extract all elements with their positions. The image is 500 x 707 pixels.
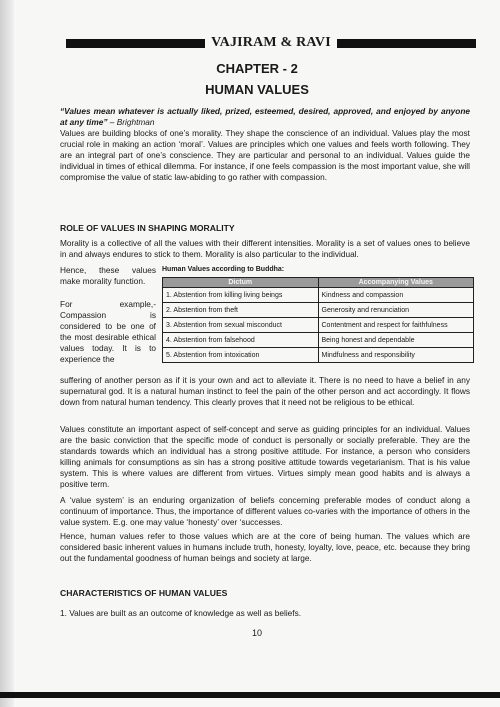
table-cell: Kindness and compassion — [318, 288, 474, 303]
table-row — [163, 333, 474, 348]
header-bar-left — [66, 39, 205, 48]
table-row — [163, 348, 474, 363]
value-system-paragraph: A ‘value system’ is an enduring organization of beliefs concerning preferable modes of conduct along a continuum of importance. Thus, the importance of different values co-varies with the importance of others in the value system. E.g. one may value ‘honesty’ over ‘successes. — [60, 495, 470, 527]
table-header-row — [163, 278, 474, 288]
epigraph — [60, 106, 470, 128]
table-cell: Mindfulness and responsibility — [318, 348, 474, 363]
document-page — [14, 0, 500, 707]
page-header — [66, 36, 476, 50]
epigraph-author: – Brightman — [107, 117, 155, 127]
section-heading-role: ROLE OF VALUES IN SHAPING MORALITY — [60, 223, 235, 233]
table-cell: Generosity and renunciation — [318, 303, 474, 318]
table-header-values: Accompanying Values — [318, 278, 474, 288]
table-row — [163, 318, 474, 333]
chapter-title: HUMAN VALUES — [205, 82, 309, 97]
intro-paragraph: Values are building blocks of one’s morality. They shape the conscience of an individual. Values play the most crucial role in making an action ‘moral’. Values are principles which one values and feels worth following. They are an integral part of one’s conscience. They are particular and personal to an individual. Values guide the individual in times of ethical dilemma. For instance, if one feels compassion is the most important value, she will compromise the value of static law-abiding to go rather with compassion. — [60, 128, 470, 182]
header-bar-right — [337, 39, 476, 48]
page-number: 10 — [251, 628, 262, 638]
table-cell: 1. Abstention from killing living beings — [163, 288, 319, 303]
section-heading-characteristics: CHARACTERISTICS OF HUMAN VALUES — [60, 588, 228, 598]
table-cell: Being honest and dependable — [318, 333, 474, 348]
header-title: VAJIRAM & RAVI — [211, 35, 331, 50]
book-spine — [0, 0, 14, 707]
buddha-values-table — [162, 277, 474, 363]
table-cell: 2. Abstention from theft — [163, 303, 319, 318]
table-row — [163, 288, 474, 303]
left-text-a: Hence, these values make morality function. — [60, 265, 156, 286]
table-cell: 3. Abstention from sexual misconduct — [163, 318, 319, 333]
left-text-b: For example,- Compassion is considered to be one of the most desirable ethical values today. It is to experience the — [60, 299, 156, 364]
chapter-number: CHAPTER - 2 — [216, 61, 298, 76]
self-concept-paragraph: Values constitute an important aspect of self-concept and serve as guiding principles for an individual. Values are the basic conviction that the specific mode of conduct is personally or socially preferable. They are the standards towards which an individual has a strong positive attitude. For instance, a person who considers killing animals for consumptions as sin has a strong positive attitude towards vegetarianism. That is his value system. This is where values are different from virtues. Virtues simply mean good habits and is always a positive term. — [60, 424, 470, 489]
human-values-paragraph: Hence, human values refer to those values which are at the core of being human. The values which are considered basic inherent values in humans include truth, honesty, loyalty, love, peace, etc. because they bring out the fundamental goodness of human beings and society at large. — [60, 531, 470, 563]
bottom-scan-edge — [0, 692, 500, 698]
morality-paragraph: Morality is a collective of all the values with their different intensities. Morality is a set of values ones to believe in and always endures to stick to them. Morality is also particular to the individual. — [60, 238, 470, 259]
epigraph-quote: “Values mean whatever is actually liked, prized, esteemed, desired, approved, and enjoyed by anyone at any time” — [60, 106, 470, 127]
table-row — [163, 303, 474, 318]
table-cell: 5. Abstention from intoxication — [163, 348, 319, 363]
list-item: 1. Values are built as an outcome of knowledge as well as beliefs. — [60, 608, 302, 618]
table-header-dictum: Dictum — [163, 278, 319, 288]
compassion-continued-paragraph: suffering of another person as if it is your own and act to alleviate it. There is no need to have a belief in any supernatural god. It is a natural human instinct to feel the pain of the other person and act accordingly. It flows down from natural human tendency. This clearly proves that it need not be religious to be ethical. — [60, 375, 470, 407]
table-cell: 4. Abstention from falsehood — [163, 333, 319, 348]
table-caption: Human Values according to Buddha: — [162, 266, 285, 273]
table-cell: Contentment and respect for faithfulness — [318, 318, 474, 333]
